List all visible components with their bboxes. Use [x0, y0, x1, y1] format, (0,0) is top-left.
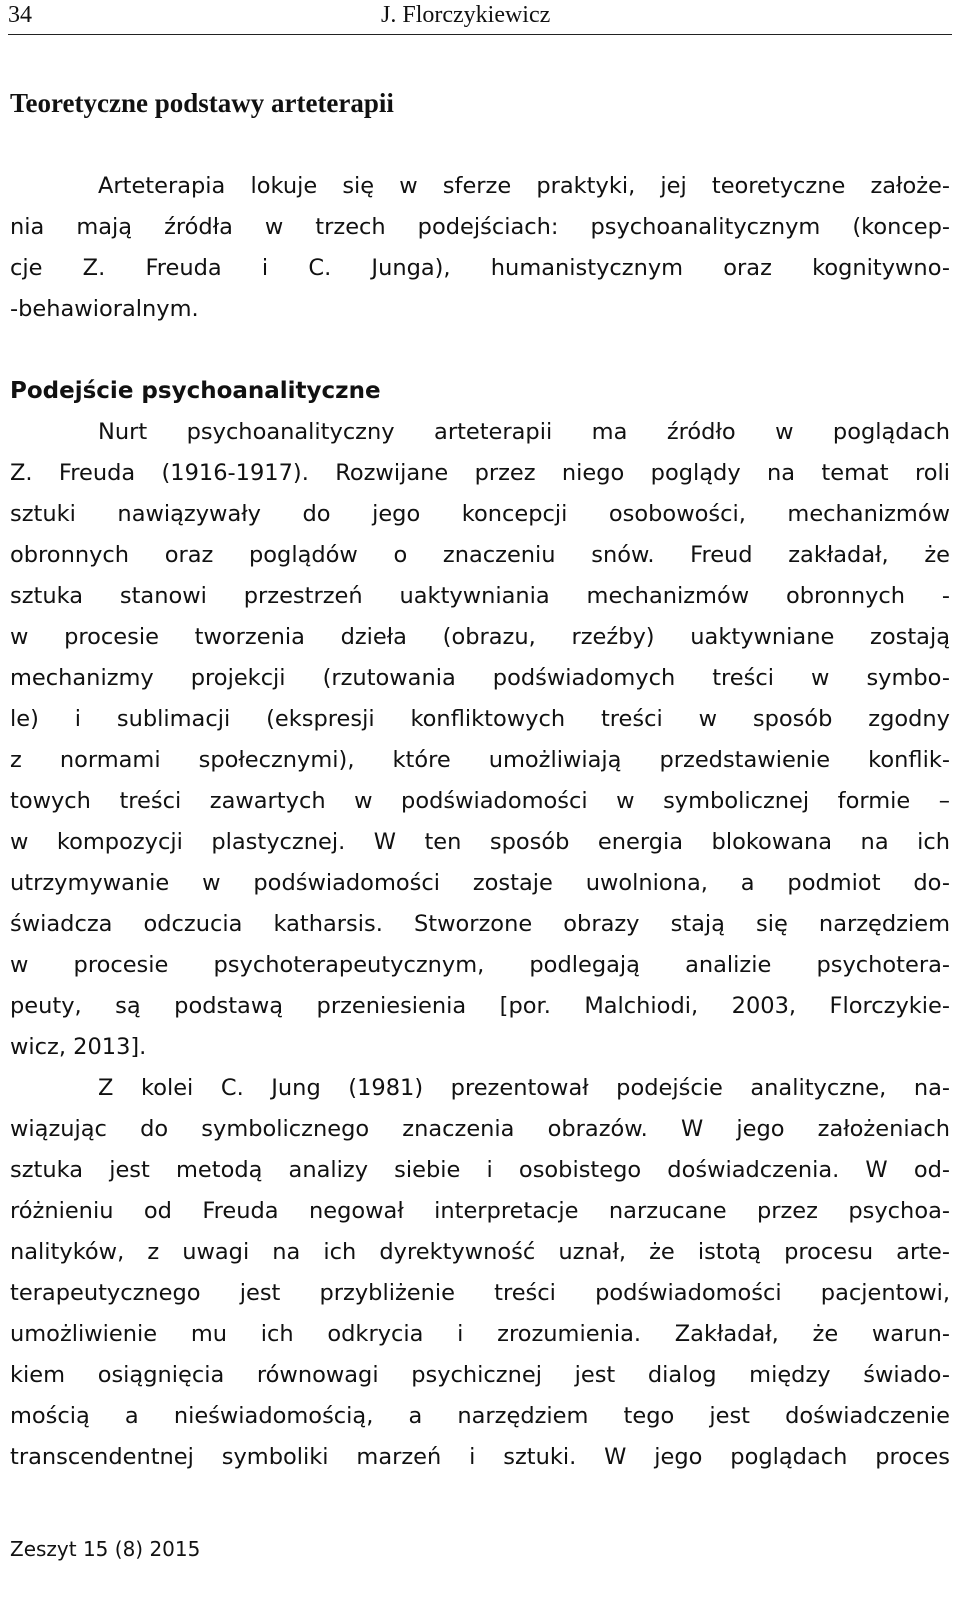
text-line: mością a nieświadomością, a narzędziem tego jest doświadczenie [10, 1403, 950, 1429]
text-line: wicz, 2013]. [10, 1034, 147, 1060]
text-line: kiem osiągnięcia równowagi psychicznej jest dialog między świado- [10, 1362, 950, 1388]
section-title: Teoretyczne podstawy arteterapii [10, 88, 394, 118]
text-line: -behawioralnym. [10, 296, 199, 322]
text-line: umożliwienie mu ich odkrycia i zrozumienia. Zakładał, że warun- [10, 1321, 950, 1347]
text-line: sztuka jest metodą analizy siebie i osobistego doświadczenia. W od- [10, 1157, 950, 1183]
text-line: obronnych oraz poglądów o znaczeniu snów. Freud zakładał, że [10, 542, 950, 568]
text-line: z normami społecznymi), które umożliwiają przedstawienie konflik- [10, 747, 950, 773]
page-number: 34 [8, 2, 32, 28]
text-line: peuty, są podstawą przeniesienia [por. Malchiodi, 2003, Florczykie- [10, 993, 950, 1019]
text-line: wiązując do symbolicznego znaczenia obrazów. W jego założeniach [10, 1116, 950, 1142]
paragraph-freud [10, 412, 950, 1068]
text-line: utrzymywanie w podświadomości zostaje uwolniona, a podmiot do- [10, 870, 950, 896]
text-line: mechanizmy projekcji (rzutowania podświadomych treści w symbo- [10, 665, 950, 691]
text-line: świadcza odczucia katharsis. Stworzone obrazy stają się narzędziem [10, 911, 950, 937]
text-line: towych treści zawartych w podświadomości w symbolicznej formie – [10, 788, 950, 814]
text-line: w kompozycji plastycznej. W ten sposób energia blokowana na ich [10, 829, 950, 855]
text-line: Z. Freuda (1916-1917). Rozwijane przez niego poglądy na temat roli [10, 460, 950, 486]
text-line: transcendentnej symboliki marzeń i sztuki. W jego poglądach proces [10, 1444, 950, 1470]
text-line: terapeutycznego jest przybliżenie treści podświadomości pacjentowi, [10, 1280, 950, 1306]
text-line: nia mają źródła w trzech podejściach: psychoanalitycznym (koncep- [10, 214, 950, 240]
text-line: cje Z. Freuda i C. Junga), humanistycznym oraz kognitywno- [10, 255, 950, 281]
text-line: w procesie tworzenia dzieła (obrazu, rzeźby) uaktywniane zostają [10, 624, 950, 650]
subheading-psychoanalytic: Podejście psychoanalityczne [10, 378, 381, 404]
text-line: Z kolei C. Jung (1981) prezentował podejście analityczne, na- [98, 1075, 950, 1101]
paragraph-jung [10, 1068, 950, 1478]
text-line: sztuki nawiązywały do jego koncepcji osobowości, mechanizmów [10, 501, 950, 527]
text-line: sztuka stanowi przestrzeń uaktywniania mechanizmów obronnych - [10, 583, 950, 609]
text-line: w procesie psychoterapeutycznym, podlegają analizie psychotera- [10, 952, 950, 978]
running-header [8, 0, 952, 35]
running-head-author: J. Florczykiewicz [381, 2, 551, 28]
text-line: różnieniu od Freuda negował interpretacje narzucane przez psychoa- [10, 1198, 950, 1224]
text-line: Arteterapia lokuje się w sferze praktyki, jej teoretyczne założe- [98, 173, 950, 199]
text-line: nalityków, z uwagi na ich dyrektywność uznał, że istotą procesu arte- [10, 1239, 950, 1265]
intro-paragraph [10, 166, 950, 330]
footer-issue: Zeszyt 15 (8) 2015 [10, 1537, 201, 1561]
text-line: Nurt psychoanalityczny arteterapii ma źródło w poglądach [98, 419, 950, 445]
text-line: le) i sublimacji (ekspresji konfliktowych treści w sposób zgodny [10, 706, 950, 732]
